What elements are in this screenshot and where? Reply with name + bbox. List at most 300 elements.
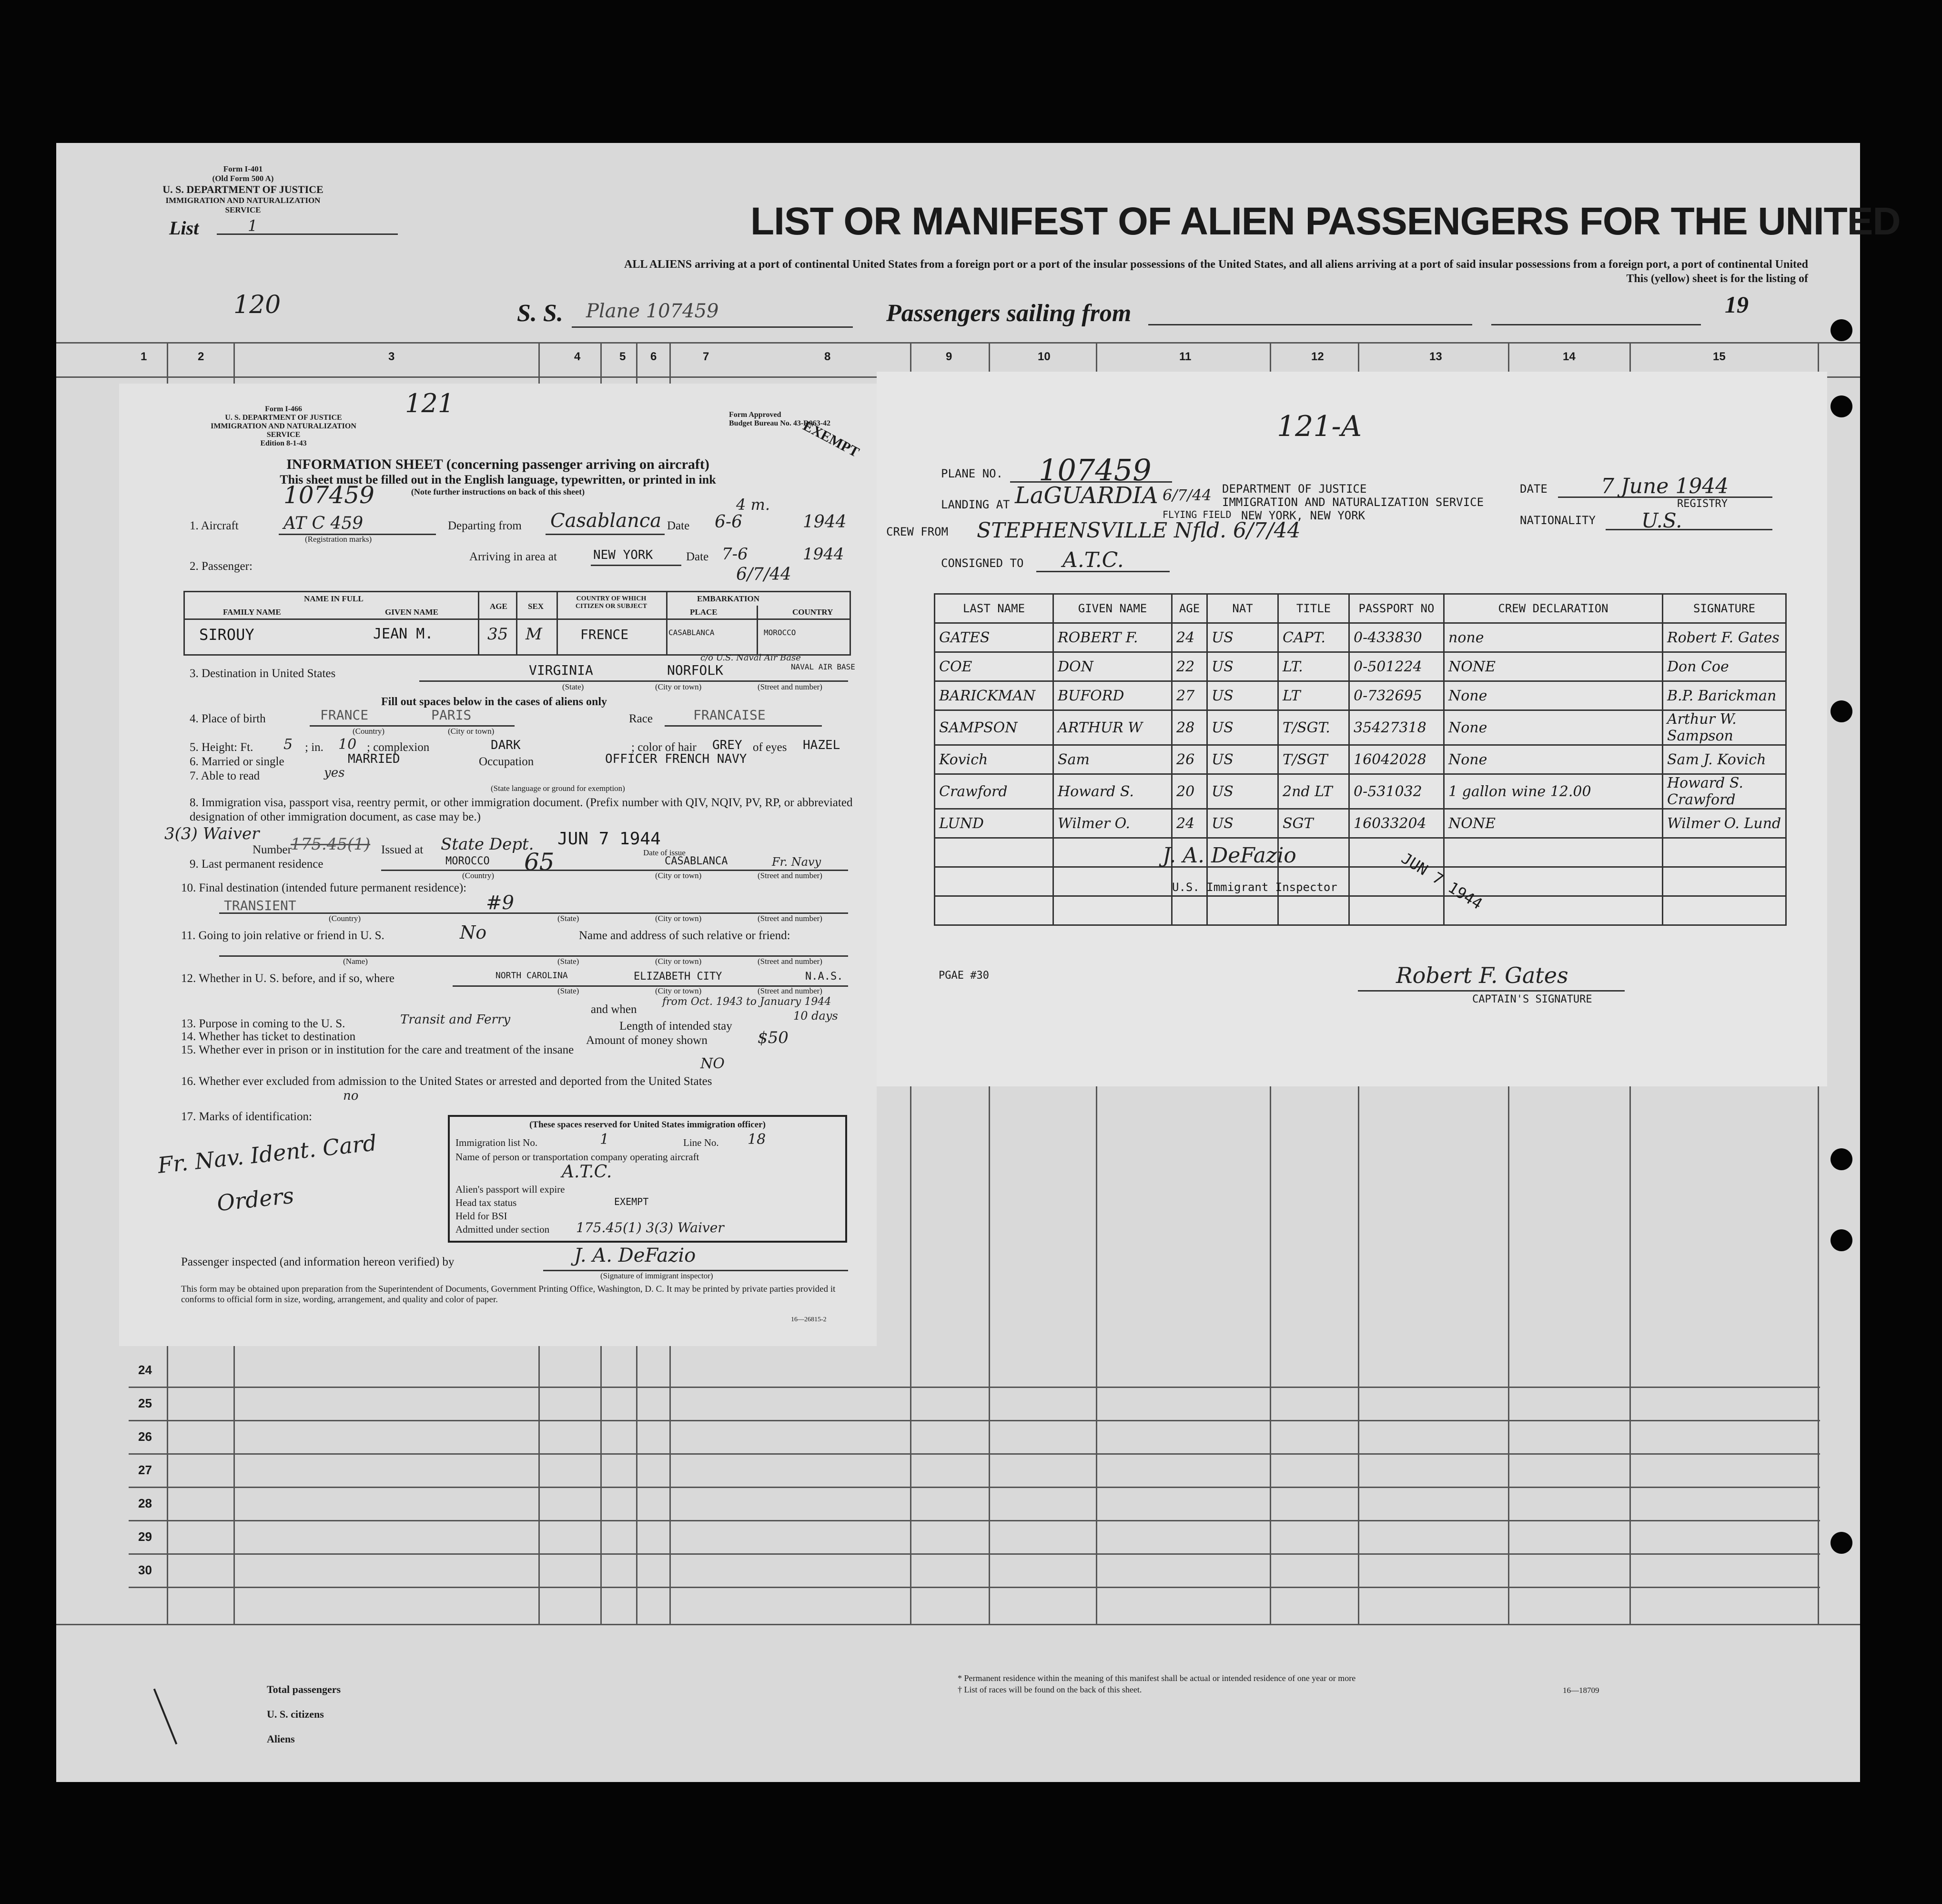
list-value: 1 [248, 217, 258, 235]
depart-time: 4 m. [736, 496, 770, 514]
total-passengers-label: Total passengers [267, 1683, 341, 1695]
punch-hole [1831, 700, 1852, 722]
country-sub: (Country) [353, 727, 385, 736]
embarkation-country-value: MOROCCO [764, 628, 796, 637]
consigned-label: CONSIGNED TO [941, 557, 1024, 570]
service-name: IMMIGRATION AND NATURALIZATION SERVICE [165, 196, 321, 214]
aliens-label: Aliens [267, 1733, 295, 1745]
destination-street: NAVAL AIR BASE [791, 662, 855, 671]
age-header: AGE [490, 602, 507, 611]
header-age: AGE [1172, 594, 1207, 623]
marks-value-1: Fr. Nav. Ident. Card [156, 1130, 378, 1178]
marks-value-2: Orders [215, 1182, 295, 1216]
crew-declaration: NONE [1444, 652, 1663, 681]
table-divider [516, 592, 517, 654]
column-number: 14 [1563, 350, 1576, 363]
head-tax-label: Head tax status [455, 1197, 517, 1208]
row-line [129, 1553, 1820, 1555]
subtitle-line-1: ALL ALIENS arriving at a port of continental United States from a foreign port or a port of the insular possessions of the United States, and all aliens arriving at a port of said insular possessions from a foreign port, a port of continental United [624, 258, 1808, 271]
row-line [129, 1387, 1820, 1388]
info-sheet-page-number: 121 [405, 388, 455, 418]
given-name-header: GIVEN NAME [385, 608, 438, 617]
plane-number-value: 107459 [1039, 453, 1152, 487]
sex-value: M [526, 625, 542, 644]
hair-label: ; color of hair [631, 741, 697, 754]
embarkation-header: EMBARKATION [697, 594, 759, 603]
place-header: PLACE [690, 608, 718, 617]
crew-row [935, 652, 1786, 681]
issued-at-label: Issued at [381, 843, 424, 856]
manifest-page-number: 120 [233, 291, 281, 319]
inspected-label: Passenger inspected (and information hereon verified) by [181, 1256, 455, 1268]
manifest-totals [267, 1677, 341, 1752]
crew-age [1172, 896, 1207, 925]
flying-field-label: FLYING FIELD [1163, 509, 1232, 520]
marks-label: 17. Marks of identification: [181, 1110, 312, 1123]
crew-nationality: US [1207, 710, 1278, 745]
residence-mark: 65 [524, 848, 555, 876]
crew-signature: Wilmer O. Lund [1663, 809, 1786, 838]
immigration-list-value: 1 [600, 1131, 609, 1148]
relative-address-label: Name and address of such relative or friend: [579, 929, 790, 942]
registration-marks-sub: (Registration marks) [305, 535, 372, 544]
form-id: Form I-401 [223, 164, 263, 173]
crew-age: 20 [1172, 774, 1207, 809]
agency-name: U. S. DEPARTMENT OF JUSTICE [225, 414, 342, 422]
crew-given-name: BUFORD [1053, 681, 1172, 710]
form-id: Form I-466 [265, 405, 302, 413]
list-line [217, 233, 398, 235]
ticket-label: 14. Whether has ticket to destination [181, 1030, 356, 1043]
crew-signature [1663, 896, 1786, 925]
column-number: 5 [619, 350, 626, 363]
column-number: 9 [946, 350, 952, 363]
country-sub: (Country) [462, 871, 495, 880]
ss-label: S. S. [517, 300, 563, 327]
family-name-value: SIROUY [199, 626, 254, 644]
admitted-under-value: 175.45(1) 3(3) Waiver [576, 1220, 724, 1236]
aircraft-number-handwritten: 107459 [283, 481, 374, 509]
row-number: 27 [138, 1463, 152, 1477]
visa-number-value: 175.45(1) [291, 835, 371, 854]
crew-last-name [935, 838, 1053, 867]
header-title: TITLE [1278, 594, 1349, 623]
manifest-subtitle [422, 257, 1808, 286]
height-inches: 10 [338, 736, 357, 753]
crew-passport [1349, 896, 1444, 925]
citizen-country-header: COUNTRY OF WHICH CITIZEN OR SUBJECT [575, 595, 647, 610]
crew-declaration: NONE [1444, 809, 1663, 838]
crew-passport: 35427318 [1349, 710, 1444, 745]
joining-label: 11. Going to join relative or friend in U. S. [181, 929, 384, 942]
info-sheet-instruction: This sheet must be filled out in the English language, typewritten, or printed in ink [280, 473, 716, 486]
departing-value: Casablanca [550, 510, 662, 532]
punch-hole [1831, 1532, 1852, 1554]
column-number: 10 [1038, 350, 1051, 363]
crew-given-name: ARTHUR W [1053, 710, 1172, 745]
crew-declaration: None [1444, 681, 1663, 710]
residence-label: 9. Last permanent residence [190, 858, 324, 871]
given-name-value: JEAN M. [373, 626, 434, 642]
state-sub: (State) [557, 957, 579, 966]
crew-title: LT. [1278, 652, 1349, 681]
registry-label: REGISTRY [1677, 498, 1728, 510]
row-line [129, 1587, 1820, 1588]
consigned-value: A.T.C. [1062, 548, 1124, 572]
crew-dept: DEPARTMENT OF JUSTICE [1222, 482, 1367, 496]
state-sub: (State) [557, 914, 579, 923]
row-number: 30 [138, 1563, 152, 1577]
destination-note: c/o U.S. Naval Air Base [700, 653, 801, 663]
crew-nationality: US [1207, 809, 1278, 838]
sailing-date-line [1491, 324, 1701, 325]
crew-row [935, 623, 1786, 652]
crew-last-name: GATES [935, 623, 1053, 652]
birth-label: 4. Place of birth [190, 712, 266, 725]
depart-year: 1944 [803, 512, 847, 532]
line-number-label: Line No. [683, 1137, 719, 1148]
crew-title: T/SGT. [1278, 710, 1349, 745]
crew-title [1278, 896, 1349, 925]
crew-row [935, 745, 1786, 774]
city-sub: (City or town) [655, 986, 702, 995]
arrive-date-label: Date [686, 550, 709, 563]
ss-line [572, 326, 853, 328]
crew-passport: 16042028 [1349, 745, 1444, 774]
year-label: 19 [1725, 291, 1749, 318]
residence-street: Fr. Navy [772, 855, 821, 869]
birth-country: FRANCE [320, 707, 369, 723]
landing-label: LANDING AT [941, 498, 1010, 511]
crew-last-name: COE [935, 652, 1053, 681]
street-sub: (Street and number) [758, 986, 822, 995]
crew-last-name: Crawford [935, 774, 1053, 809]
married-label: 6. Married or single [190, 755, 284, 768]
manifest-title: LIST OR MANIFEST OF ALIEN PASSENGERS FOR THE UNITED [750, 200, 1901, 243]
residence-city: CASABLANCA [665, 855, 728, 867]
crew-given-name: Howard S. [1053, 774, 1172, 809]
prison-label: 15. Whether ever in prison or in institution for the care and treatment of the insane [181, 1043, 574, 1056]
crew-row-empty [935, 896, 1786, 925]
inspector-signature: J. A. DeFazio [574, 1245, 696, 1266]
info-footer-code: 16—26815-2 [791, 1316, 827, 1323]
column-number: 6 [650, 350, 657, 363]
reserved-title: (These spaces reserved for United States immigration officer) [529, 1120, 766, 1130]
destination-city: NORFOLK [667, 662, 724, 678]
us-citizens-label: U. S. citizens [267, 1708, 324, 1720]
relative-line [219, 955, 848, 957]
residence-country: MOROCCO [445, 855, 490, 867]
departing-label: Departing from [448, 519, 522, 532]
length-of-stay-value: 10 days [793, 1009, 838, 1023]
crew-declaration: None [1444, 745, 1663, 774]
name-in-full-header: NAME IN FULL [304, 594, 364, 603]
visa-label: 8. Immigration visa, passport visa, reentry permit, or other immigration document. (Prefix number with QIV, NQIV, PV, RP, or abbreviated designation of other immigration document, as case may be.) [190, 796, 853, 823]
nationality-label: NATIONALITY [1520, 514, 1596, 527]
info-form-header [200, 405, 367, 448]
row-number: 24 [138, 1363, 152, 1377]
money-value: $50 [758, 1028, 789, 1047]
crew-title: CAPT. [1278, 623, 1349, 652]
plane-number-label: PLANE NO. [941, 467, 1003, 480]
family-name-header: FAMILY NAME [223, 608, 281, 617]
crew-row [935, 681, 1786, 710]
column-number: 13 [1429, 350, 1442, 363]
crew-date-value: 7 June 1944 [1601, 474, 1729, 498]
age-value: 35 [487, 625, 508, 644]
crew-title: T/SGT [1278, 745, 1349, 774]
state-sub: (State) [557, 986, 579, 995]
crew-nationality: US [1207, 745, 1278, 774]
column-number: 8 [824, 350, 831, 363]
married-value: MARRIED [348, 752, 400, 766]
landing-date: 6/7/44 [1163, 486, 1212, 504]
final-destination-value: TRANSIENT [224, 898, 296, 913]
crew-inspector-label: U.S. Immigrant Inspector [1172, 881, 1337, 894]
header-given-name: GIVEN NAME [1053, 594, 1172, 623]
crew-age: 27 [1172, 681, 1207, 710]
before-state: NORTH CAROLINA [496, 971, 568, 981]
passenger-table [183, 591, 851, 656]
info-sheet-title: INFORMATION SHEET (concerning passenger arriving on aircraft) [286, 456, 709, 472]
subtitle-line-2: This (yellow) sheet is for the listing of [1626, 273, 1808, 285]
depart-date: 6-6 [715, 512, 742, 532]
eyes-label: of eyes [753, 741, 787, 754]
crew-date-label: DATE [1520, 482, 1548, 496]
info-footer-text: This form may be obtained upon preparation from the Superintendent of Documents, Government Printing Office, Washington, D. C. It may be printed by private parties provided it conforms to official form in size, wording, arrangement, and quality and color of paper. [181, 1284, 836, 1305]
crew-nationality: US [1207, 652, 1278, 681]
row-number: 25 [138, 1396, 152, 1410]
punch-hole [1831, 319, 1852, 341]
depart-date-label: Date [667, 519, 690, 532]
city-sub: (City or town) [655, 957, 702, 966]
arrive-year: 1944 [803, 545, 844, 564]
final-destination-mark: #9 [486, 892, 514, 914]
country-sub: (Country) [329, 914, 361, 923]
service-name: IMMIGRATION AND NATURALIZATION SERVICE [211, 422, 356, 439]
header-last-name: LAST NAME [935, 594, 1053, 623]
arriving-line [591, 565, 681, 566]
joining-value: No [460, 922, 487, 943]
crew-title: LT [1278, 681, 1349, 710]
captain-label: CAPTAIN'S SIGNATURE [1472, 993, 1592, 1005]
edition: Edition 8-1-43 [260, 439, 307, 447]
crew-passport: 0-501224 [1349, 652, 1444, 681]
company-value: A.T.C. [562, 1162, 612, 1182]
column-number: 1 [141, 350, 147, 363]
crew-last-name: BARICKMAN [935, 681, 1053, 710]
final-destination-line [219, 912, 848, 914]
when-value: from Oct. 1943 to January 1944 [662, 996, 831, 1008]
city-sub: (City or town) [448, 727, 495, 736]
city-sub: (City or town) [655, 871, 702, 880]
crew-service: IMMIGRATION AND NATURALIZATION SERVICE [1222, 496, 1484, 509]
crew-signature: Arthur W. Sampson [1663, 710, 1786, 745]
crew-given-name [1053, 838, 1172, 867]
crew-passport: 0-531032 [1349, 774, 1444, 809]
agency-name: U. S. DEPARTMENT OF JUSTICE [162, 183, 324, 195]
length-of-stay-label: Length of intended stay [619, 1020, 732, 1033]
eyes-value: HAZEL [803, 738, 840, 752]
crew-age: 24 [1172, 623, 1207, 652]
aliens-only-note: Fill out spaces below in the cases of aliens only [381, 696, 607, 708]
crew-age: 22 [1172, 652, 1207, 681]
nationality-line [1606, 529, 1772, 530]
crew-header-row [935, 594, 1786, 623]
crew-signature: Sam J. Kovich [1663, 745, 1786, 774]
nationality-value: U.S. [1641, 509, 1682, 532]
complexion-label: ; complexion [367, 741, 430, 754]
crew-declaration: none [1444, 623, 1663, 652]
column-number: 11 [1179, 350, 1192, 363]
row-number: 28 [138, 1496, 152, 1510]
table-divider [757, 606, 758, 654]
crew-from-value: STEPHENSVILLE Nfld. 6/7/44 [977, 518, 1301, 543]
crew-signature [1663, 838, 1786, 867]
exempt-stamp: EXEMPT [800, 417, 862, 461]
table-divider [666, 592, 668, 654]
crew-dept-header [1222, 482, 1484, 522]
company-label: Name of person or transportation company operating aircraft [455, 1151, 699, 1163]
crew-title: SGT [1278, 809, 1349, 838]
row-line [129, 1487, 1820, 1488]
race-value: FRANCAISE [693, 707, 766, 723]
row-number: 29 [138, 1529, 152, 1544]
column-number: 4 [574, 350, 581, 363]
departing-line [546, 534, 665, 535]
crew-date-stamp: JUN 7 1944 [1398, 849, 1486, 913]
state-sub: (State) [562, 682, 584, 691]
purpose-label: 13. Purpose in coming to the U. S. [181, 1017, 345, 1030]
crew-declaration [1444, 838, 1663, 867]
visa-number-label: Number [253, 843, 292, 856]
row-line [129, 1453, 1820, 1455]
table-divider [478, 592, 479, 654]
crew-signature: B.P. Barickman [1663, 681, 1786, 710]
crew-last-name: LUND [935, 809, 1053, 838]
embarkation-place-value: CASABLANCA [668, 628, 715, 637]
footnote-residence: * Permanent residence within the meaning of this manifest shall be actual or intended residence of one year or more [958, 1673, 1356, 1683]
crew-given-name [1053, 896, 1172, 925]
crew-given-name: Sam [1053, 745, 1172, 774]
excluded-label: 16. Whether ever excluded from admission to the United States or arrested and deported from the United States [181, 1075, 712, 1088]
crew-signature: Robert F. Gates [1663, 623, 1786, 652]
crew-last-name [935, 867, 1053, 896]
crew-nationality [1207, 896, 1278, 925]
crew-row-empty [935, 867, 1786, 896]
table-divider [556, 592, 558, 654]
header-nationality: NAT [1207, 594, 1278, 623]
aircraft-label: 1. Aircraft [190, 519, 239, 532]
crew-signature: Don Coe [1663, 652, 1786, 681]
prison-value: NO [700, 1055, 725, 1072]
manifest-form-code: 16—18709 [1563, 1686, 1599, 1695]
occupation-label: Occupation [479, 755, 534, 768]
header-signature: SIGNATURE [1663, 594, 1786, 623]
read-note: (State language or ground for exemption) [491, 784, 625, 793]
row-line [129, 1420, 1820, 1421]
head-tax-value: EXEMPT [614, 1196, 649, 1207]
crew-passport: 16033204 [1349, 809, 1444, 838]
row-line [56, 1624, 1860, 1625]
crew-row [935, 774, 1786, 809]
occupation-value: OFFICER FRENCH NAVY [605, 752, 747, 766]
aircraft-value: AT C 459 [283, 514, 364, 533]
immigration-list-label: Immigration list No. [455, 1137, 538, 1148]
crew-sheet-page-number: 121-A [1277, 410, 1362, 443]
punch-hole [1831, 1148, 1852, 1170]
column-number: 12 [1311, 350, 1324, 363]
hair-value: GREY [712, 738, 742, 752]
crew-declaration: None [1444, 710, 1663, 745]
captain-signature: Robert F. Gates [1396, 962, 1568, 988]
crew-nationality: US [1207, 623, 1278, 652]
citizen-country-value: FRENCE [580, 627, 629, 642]
money-label: Amount of money shown [586, 1034, 708, 1047]
read-value: yes [324, 766, 345, 780]
old-form-id: (Old Form 500 A) [212, 174, 274, 183]
manifest-footnotes [958, 1672, 1355, 1695]
passport-expire-label: Alien's passport will expire [455, 1184, 565, 1195]
crew-given-name [1053, 867, 1172, 896]
crew-city: NEW YORK, NEW YORK [1241, 509, 1365, 522]
arriving-value: NEW YORK [593, 548, 653, 562]
sailing-line [1148, 324, 1472, 325]
crew-passport: 0-433830 [1349, 623, 1444, 652]
arrive-date-corrected: 6/7/44 [736, 565, 791, 584]
and-when-label: and when [591, 1003, 637, 1016]
list-label: List [169, 217, 199, 239]
crew-age: 24 [1172, 809, 1207, 838]
sex-header: SEX [528, 602, 544, 611]
crew-passport: 0-732695 [1349, 681, 1444, 710]
crew-last-name [935, 896, 1053, 925]
before-label: 12. Whether in U. S. before, and if so, where [181, 972, 395, 985]
city-sub: (City or town) [655, 914, 702, 923]
race-label: Race [629, 712, 653, 725]
officer-reserved-box [448, 1115, 847, 1243]
crew-nationality: US [1207, 774, 1278, 809]
column-number: 15 [1713, 350, 1726, 363]
city-sub: (City or town) [655, 682, 702, 691]
manifest-form-header [157, 164, 329, 215]
crew-last-name: Kovich [935, 745, 1053, 774]
crew-declaration: 1 gallon wine 12.00 [1444, 774, 1663, 809]
arrive-date: 7-6 [722, 545, 748, 564]
form-approved: Form Approved [729, 411, 781, 419]
street-sub: (Street and number) [758, 682, 822, 691]
sailing-label: Passengers sailing from [886, 300, 1132, 327]
landing-value: LaGUARDIA [1015, 482, 1158, 509]
complexion-value: DARK [491, 738, 521, 752]
column-number: 7 [703, 350, 709, 363]
admission-date-stamp: JUN 7 1944 [557, 829, 661, 849]
street-sub: (Street and number) [758, 871, 822, 880]
crew-inspector-signature: J. A. DeFazio [1163, 843, 1296, 868]
crew-form-code: PGAE #30 [939, 970, 989, 982]
read-label: 7. Able to read [190, 770, 260, 782]
footnote-races: † List of races will be found on the back of this sheet. [958, 1685, 1142, 1694]
line-number-value: 18 [748, 1131, 766, 1148]
date-of-issue-label: Date of issue [643, 848, 686, 857]
crew-signature: Howard S. Crawford [1663, 774, 1786, 809]
arriving-label: Arriving in area at [469, 550, 557, 563]
inspector-sub: (Signature of immigrant inspector) [600, 1271, 713, 1280]
height-feet: 5 [283, 736, 293, 753]
purpose-value: Transit and Ferry [400, 1013, 511, 1027]
crew-age: 26 [1172, 745, 1207, 774]
name-sub: (Name) [343, 957, 368, 966]
